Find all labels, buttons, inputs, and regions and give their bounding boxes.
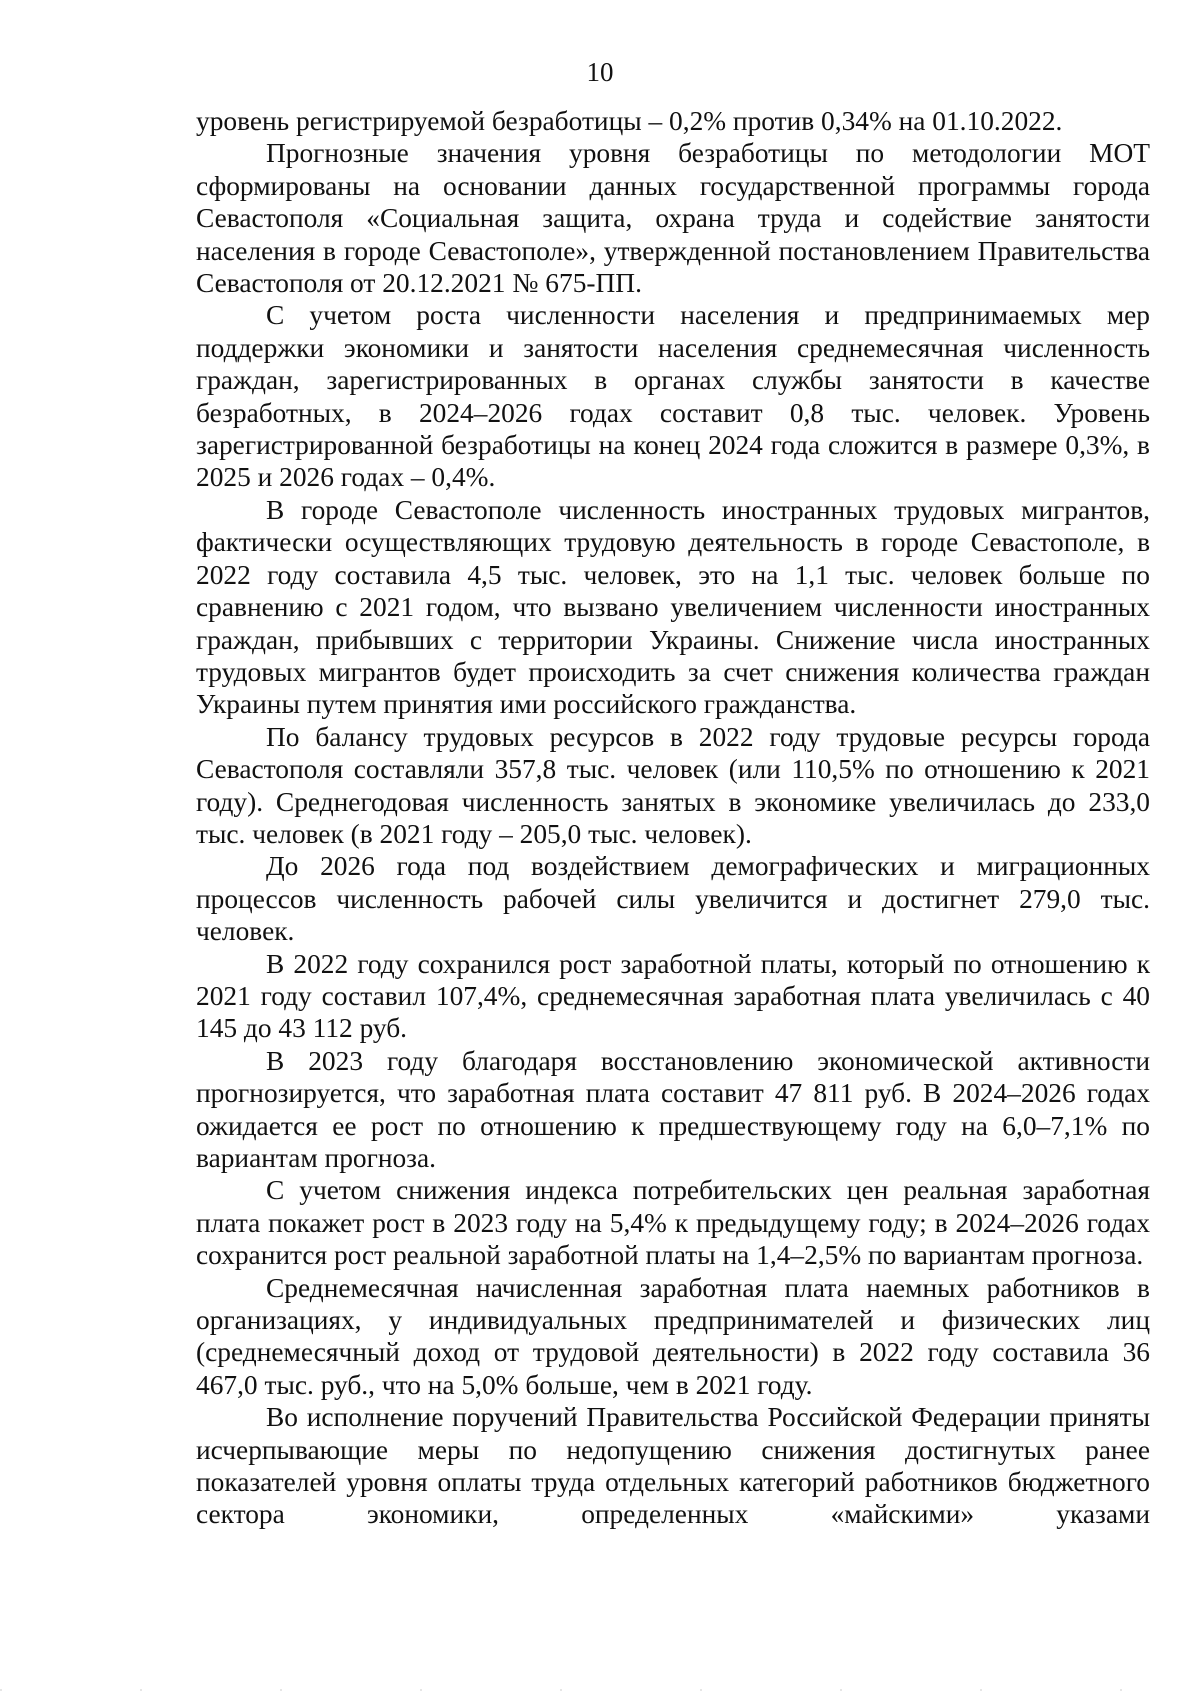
- paragraph-registered-unemployed: С учетом роста численности населения и предпринимаемых мер поддержки экономики и занятости населения среднемесячная численность граждан, зарегистрированных в органах службы занятости в качестве безработных, в 2024–2026 годах составит 0,8 тыс. человек. Уровень зарегистрированной безработицы на конец 2024 года сложится в размере 0,3%, в 2025 и 2026 годах – 0,4%.: [196, 300, 1150, 493]
- document-body: [196, 105, 1150, 1531]
- paragraph-labor-force-forecast: До 2026 года под воздействием демографических и миграционных процессов численность рабочей силы увеличится и достигнет 279,0 тыс. человек.: [196, 851, 1150, 947]
- scan-edge-artifact: [0, 1689, 1200, 1691]
- paragraph-average-income: Среднемесячная начисленная заработная плата наемных работников в организациях, у индивидуальных предпринимателей и физических лиц (среднемесячный доход от трудовой деятельности) в 2022 году составила 36 467,0 тыс. руб., что на 5,0% больше, чем в 2021 году.: [196, 1272, 1150, 1400]
- paragraph-wage-forecast: В 2023 году благодаря восстановлению экономической активности прогнозируется, что заработная плата составит 47 811 руб. В 2024–2026 годах ожидается ее рост по отношению к предшествующему году на 6,0–7,1% по вариантам прогноза.: [196, 1045, 1150, 1173]
- paragraph-labor-migrants: В городе Севастополе численность иностранных трудовых мигрантов, фактически осуществляющих трудовую деятельность в городе Севастополе, в 2022 году составила 4,5 тыс. человек, это на 1,1 тыс. человек больше по сравнению с 2021 годом, что вызвано увеличением численности иностранных граждан, прибывших с территории Украины. Снижение числа иностранных трудовых мигрантов будет происходить за счет снижения количества граждан Украины путем принятия ими российского гражданства.: [196, 494, 1150, 720]
- paragraph-unemployment-rate: уровень регистрируемой безработицы – 0,2% против 0,34% на 01.10.2022.: [196, 106, 1063, 136]
- paragraph-wage-growth-2022: В 2022 году сохранился рост заработной платы, который по отношению к 2021 году составил 107,4%, среднемесячная заработная плата увеличилась с 40 145 до 43 112 руб.: [196, 948, 1150, 1044]
- paragraph-real-wage: С учетом снижения индекса потребительских цен реальная заработная плата покажет рост в 2023 году на 5,4% к предыдущему году; в 2024–2026 годах сохранится рост реальной заработной платы на 1,4–2,5% по вариантам прогноза.: [196, 1175, 1150, 1271]
- page-number: 10: [586, 57, 614, 87]
- paragraph-ilo-forecast: Прогнозные значения уровня безработицы по методологии МОТ сформированы на основании данных государственной программы города Севастополя «Социальная защита, охрана труда и содействие занятости населения в городе Севастополе», утвержденной постановлением Правительства Севастополя от 20.12.2021 № 675-ПП.: [196, 138, 1150, 299]
- paragraph-labor-resources: По балансу трудовых ресурсов в 2022 году трудовые ресурсы города Севастополя составляли 357,8 тыс. человек (или 110,5% по отношению к 2021 году). Среднегодовая численность занятых в экономике увеличилась до 233,0 тыс. человек (в 2021 году – 205,0 тыс. человек).: [196, 721, 1150, 849]
- paragraph-government-orders: Во исполнение поручений Правительства Российской Федерации приняты исчерпывающие меры по недопущению снижения достигнутых ранее показателей уровня оплаты труда отдельных категорий работников бюджетного сектора экономики, определенных «майскими» указами: [196, 1402, 1150, 1530]
